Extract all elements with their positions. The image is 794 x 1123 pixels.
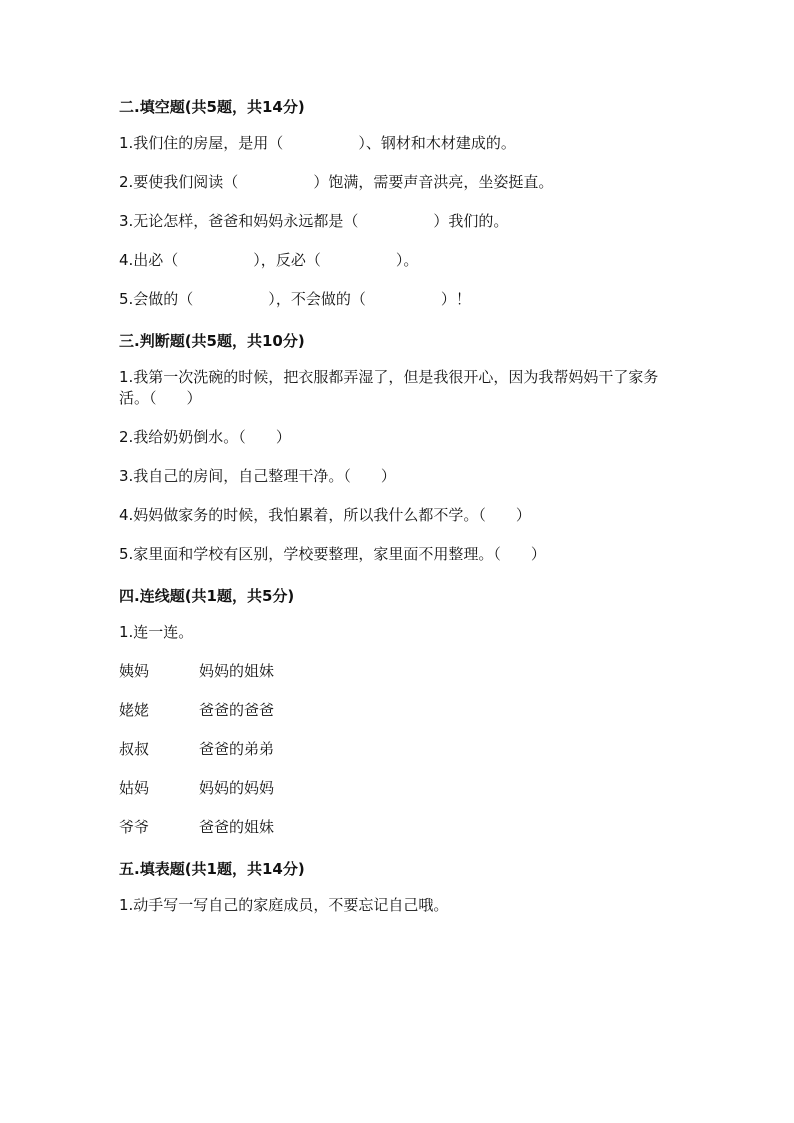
matching-right-item: 妈妈的姐妹 [199, 662, 275, 680]
matching-left-item: 姑妈 [119, 779, 150, 797]
matching-right-item: 爸爸的姐妹 [199, 818, 275, 836]
fill-question-3: 3.无论怎样，爸爸和妈妈永远都是（ ）我们的。 [119, 212, 509, 230]
fill-question-5: 5.会做的（ ），不会做的（ ）！ [119, 290, 471, 308]
matching-left-item: 姨妈 [119, 662, 150, 680]
section-heading-true-false: 三.判断题(共5题，共10分) [119, 332, 305, 350]
matching-pair [119, 817, 679, 838]
judge-question-3: 3.我自己的房间，自己整理干净。（ ） [119, 467, 396, 485]
matching-pair [119, 661, 679, 682]
matching-question: 1.连一连。 [119, 623, 194, 641]
matching-left-item: 叔叔 [119, 740, 150, 758]
judge-question-5: 5.家里面和学校有区别，学校要整理，家里面不用整理。（ ） [119, 545, 546, 563]
judge-question-4: 4.妈妈做家务的时候，我怕累着，所以我什么都不学。（ ） [119, 506, 531, 524]
section-heading-fill-blank: 二.填空题(共5题，共14分) [119, 98, 305, 116]
matching-right-item: 爸爸的爸爸 [199, 701, 275, 719]
fill-question-4: 4.出必（ ），反必（ ）。 [119, 251, 419, 269]
section-heading-fill-table: 五.填表题(共1题，共14分) [119, 860, 305, 878]
judge-question-1: 1.我第一次洗碗的时候，把衣服都弄湿了，但是我很开心，因为我帮妈妈干了家务活。（ ） [119, 368, 659, 407]
matching-left-item: 爷爷 [119, 818, 150, 836]
fill-question-1: 1.我们住的房屋，是用（ ）、钢材和木材建成的。 [119, 134, 516, 152]
matching-right-item: 爸爸的弟弟 [199, 740, 275, 758]
matching-pair [119, 778, 679, 799]
matching-pair [119, 700, 679, 721]
fill-table-question: 1.动手写一写自己的家庭成员，不要忘记自己哦。 [119, 896, 449, 914]
matching-right-item: 妈妈的妈妈 [199, 779, 275, 797]
exam-page [119, 94, 679, 934]
section-heading-matching: 四.连线题(共1题，共5分) [119, 587, 295, 605]
matching-pair [119, 739, 679, 760]
judge-question-2: 2.我给奶奶倒水。（ ） [119, 428, 291, 446]
matching-left-item: 姥姥 [119, 701, 150, 719]
fill-question-2: 2.要使我们阅读（ ）饱满，需要声音洪亮，坐姿挺直。 [119, 173, 554, 191]
